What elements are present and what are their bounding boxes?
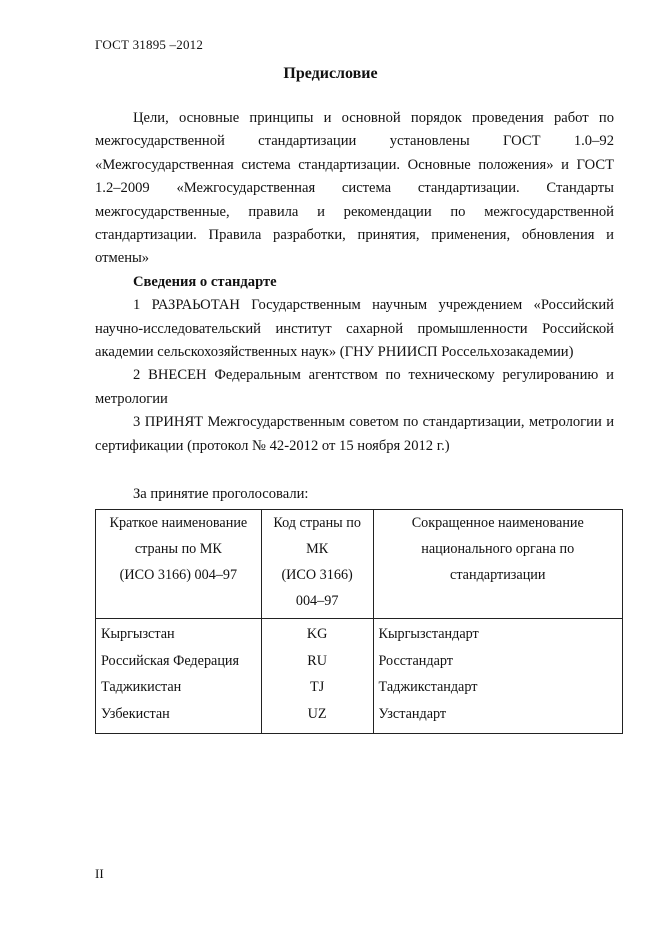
item-adopted: 3 ПРИНЯТ Межгосударственным советом по стандартизации, метрологии и сертификации (протокол № 42-2012 от 15 ноября 2012 г.) bbox=[95, 414, 614, 454]
national-body: Узстандарт bbox=[378, 705, 447, 722]
table-body-row bbox=[96, 619, 623, 734]
country-code: TJ bbox=[310, 679, 325, 695]
country-name: Таджикистан bbox=[101, 679, 182, 695]
country-code: KG bbox=[306, 626, 328, 642]
document-header: ГОСТ 31895 –2012 bbox=[95, 37, 204, 52]
page-number: II bbox=[95, 866, 104, 881]
header-country-code bbox=[261, 510, 373, 619]
country-code: UZ bbox=[307, 705, 327, 722]
votes-table bbox=[95, 509, 623, 734]
item-introduced: 2 ВНЕСЕН Федеральным агентством по техническому регулированию и метрологии bbox=[95, 367, 614, 407]
country-name: Кыргызстан bbox=[101, 626, 175, 642]
header-line: страны по МК bbox=[134, 541, 222, 557]
national-body: Кыргызстандарт bbox=[378, 626, 479, 642]
item-developed: 1 РАЗРАЬОТАН Государственным научным учреждением «Российский научно-исследовательский институт сахарной промышленности Российской академии сельскохозяйственных наук» (ГНУ РНИИСП Россельхозакадемии) bbox=[95, 297, 614, 361]
table-header-row bbox=[96, 510, 623, 619]
page-title: Предисловие bbox=[283, 65, 378, 82]
national-bodies-cell bbox=[373, 619, 622, 734]
national-body: Росстандарт bbox=[378, 652, 453, 669]
header-line: Сокращенное наименование bbox=[411, 515, 584, 531]
header-line: (ИСО 3166) bbox=[281, 567, 353, 583]
header-line: Код страны по bbox=[273, 515, 361, 531]
country-names-cell bbox=[96, 619, 262, 734]
info-heading: Сведения о стандарте bbox=[133, 273, 277, 290]
header-country-name bbox=[96, 510, 262, 619]
header-line: МК bbox=[306, 541, 329, 557]
header-line: стандартизации bbox=[450, 567, 546, 583]
national-body: Таджикстандарт bbox=[378, 679, 478, 695]
header-line: (ИСО 3166) 004–97 bbox=[119, 567, 238, 583]
country-name: Узбекистан bbox=[101, 705, 170, 722]
intro-paragraph: Цели, основные принципы и основной порядок проведения работ по межгосударственной стандартизации установлены ГОСТ 1.0–92 «Межгосударственная система стандартизации. Основные положения» и ГОСТ 1.2–2009 «Межгосударственная система стандартизации. Стандарты межгосударственные, правила и рекомендации по межгосударственной стандартизации. Правила разработки, принятия, применения, обновления и отмены» bbox=[95, 110, 614, 267]
country-code: RU bbox=[307, 652, 327, 669]
header-national-body bbox=[373, 510, 622, 619]
country-codes-cell bbox=[261, 619, 373, 734]
header-line: Краткое наименование bbox=[109, 515, 248, 531]
header-line: национального органа по bbox=[421, 541, 575, 557]
header-line: 004–97 bbox=[295, 593, 339, 609]
intro-block bbox=[95, 107, 614, 458]
country-name: Российская Федерация bbox=[101, 652, 240, 669]
votes-label: За принятие проголосовали: bbox=[133, 486, 309, 502]
